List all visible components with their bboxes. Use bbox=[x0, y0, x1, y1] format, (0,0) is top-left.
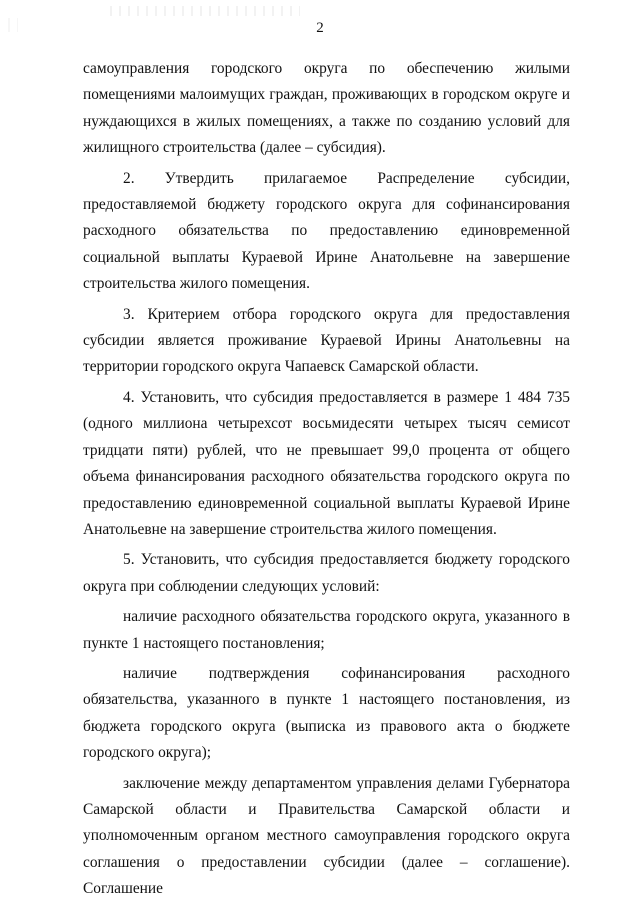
paragraph-item-3: 3. Критерием отбора городского округа для предоставления субсидии является проживание Кураевой Ирины Анатольевны на территории городского округа Чапаевск Самарской области. bbox=[83, 305, 570, 376]
paragraph-item-4: 4. Установить, что субсидия предоставляется в размере 1 484 735 (одного миллиона четырехсот восьмидесяти четырех тысяч семисот тридцати пяти) рублей, что не превышает 99,0 процента от общего объема финансирования расходного обязательства городского округа по предоставлению единовременной социальной выплаты Кураевой Ирине Анатольевне на завершение строительства жилого помещения. bbox=[83, 388, 570, 538]
paragraph-continuation: самоуправления городского округа по обеспечению жилыми помещениями малоимущих граждан, проживающих в городском округе и нуждающихся в жилых помещениях, а также по созданию условий для жилищного строительства (далее – субсидия). bbox=[83, 60, 570, 157]
paragraph-item-2: 2. Утвердить прилагаемое Распределение субсидии, предоставляемой бюджету городского округа для софинансирования расходного обязательства по предоставлению единовременной социальной выплаты Кураевой Ирине Анатольевне на завершение строительства жилого помещения. bbox=[83, 169, 570, 293]
document-body bbox=[83, 56, 570, 903]
page-number: 2 bbox=[316, 20, 324, 36]
condition-item-2: наличие подтверждения софинансирования расходного обязательства, указанного в пункте 1 настоящего постановления, из бюджета городского округа (выписка из правового акта о бюджете городского округа); bbox=[83, 664, 570, 762]
condition-item-1: наличие расходного обязательства городского округа, указанного в пункте 1 настоящего постановления; bbox=[83, 608, 570, 652]
scan-artifact bbox=[110, 6, 300, 16]
paragraph-item-5: 5. Установить, что субсидия предоставляется бюджету городского округа при соблюдении следующих условий: bbox=[83, 551, 570, 595]
condition-item-3: заключение между департаментом управления делами Губернатора Самарской области и Правительства Самарской области и уполномоченным органом местного самоуправления городского округа соглашения о предоставлении субсидии (далее – соглашение). Соглашение bbox=[83, 774, 570, 898]
